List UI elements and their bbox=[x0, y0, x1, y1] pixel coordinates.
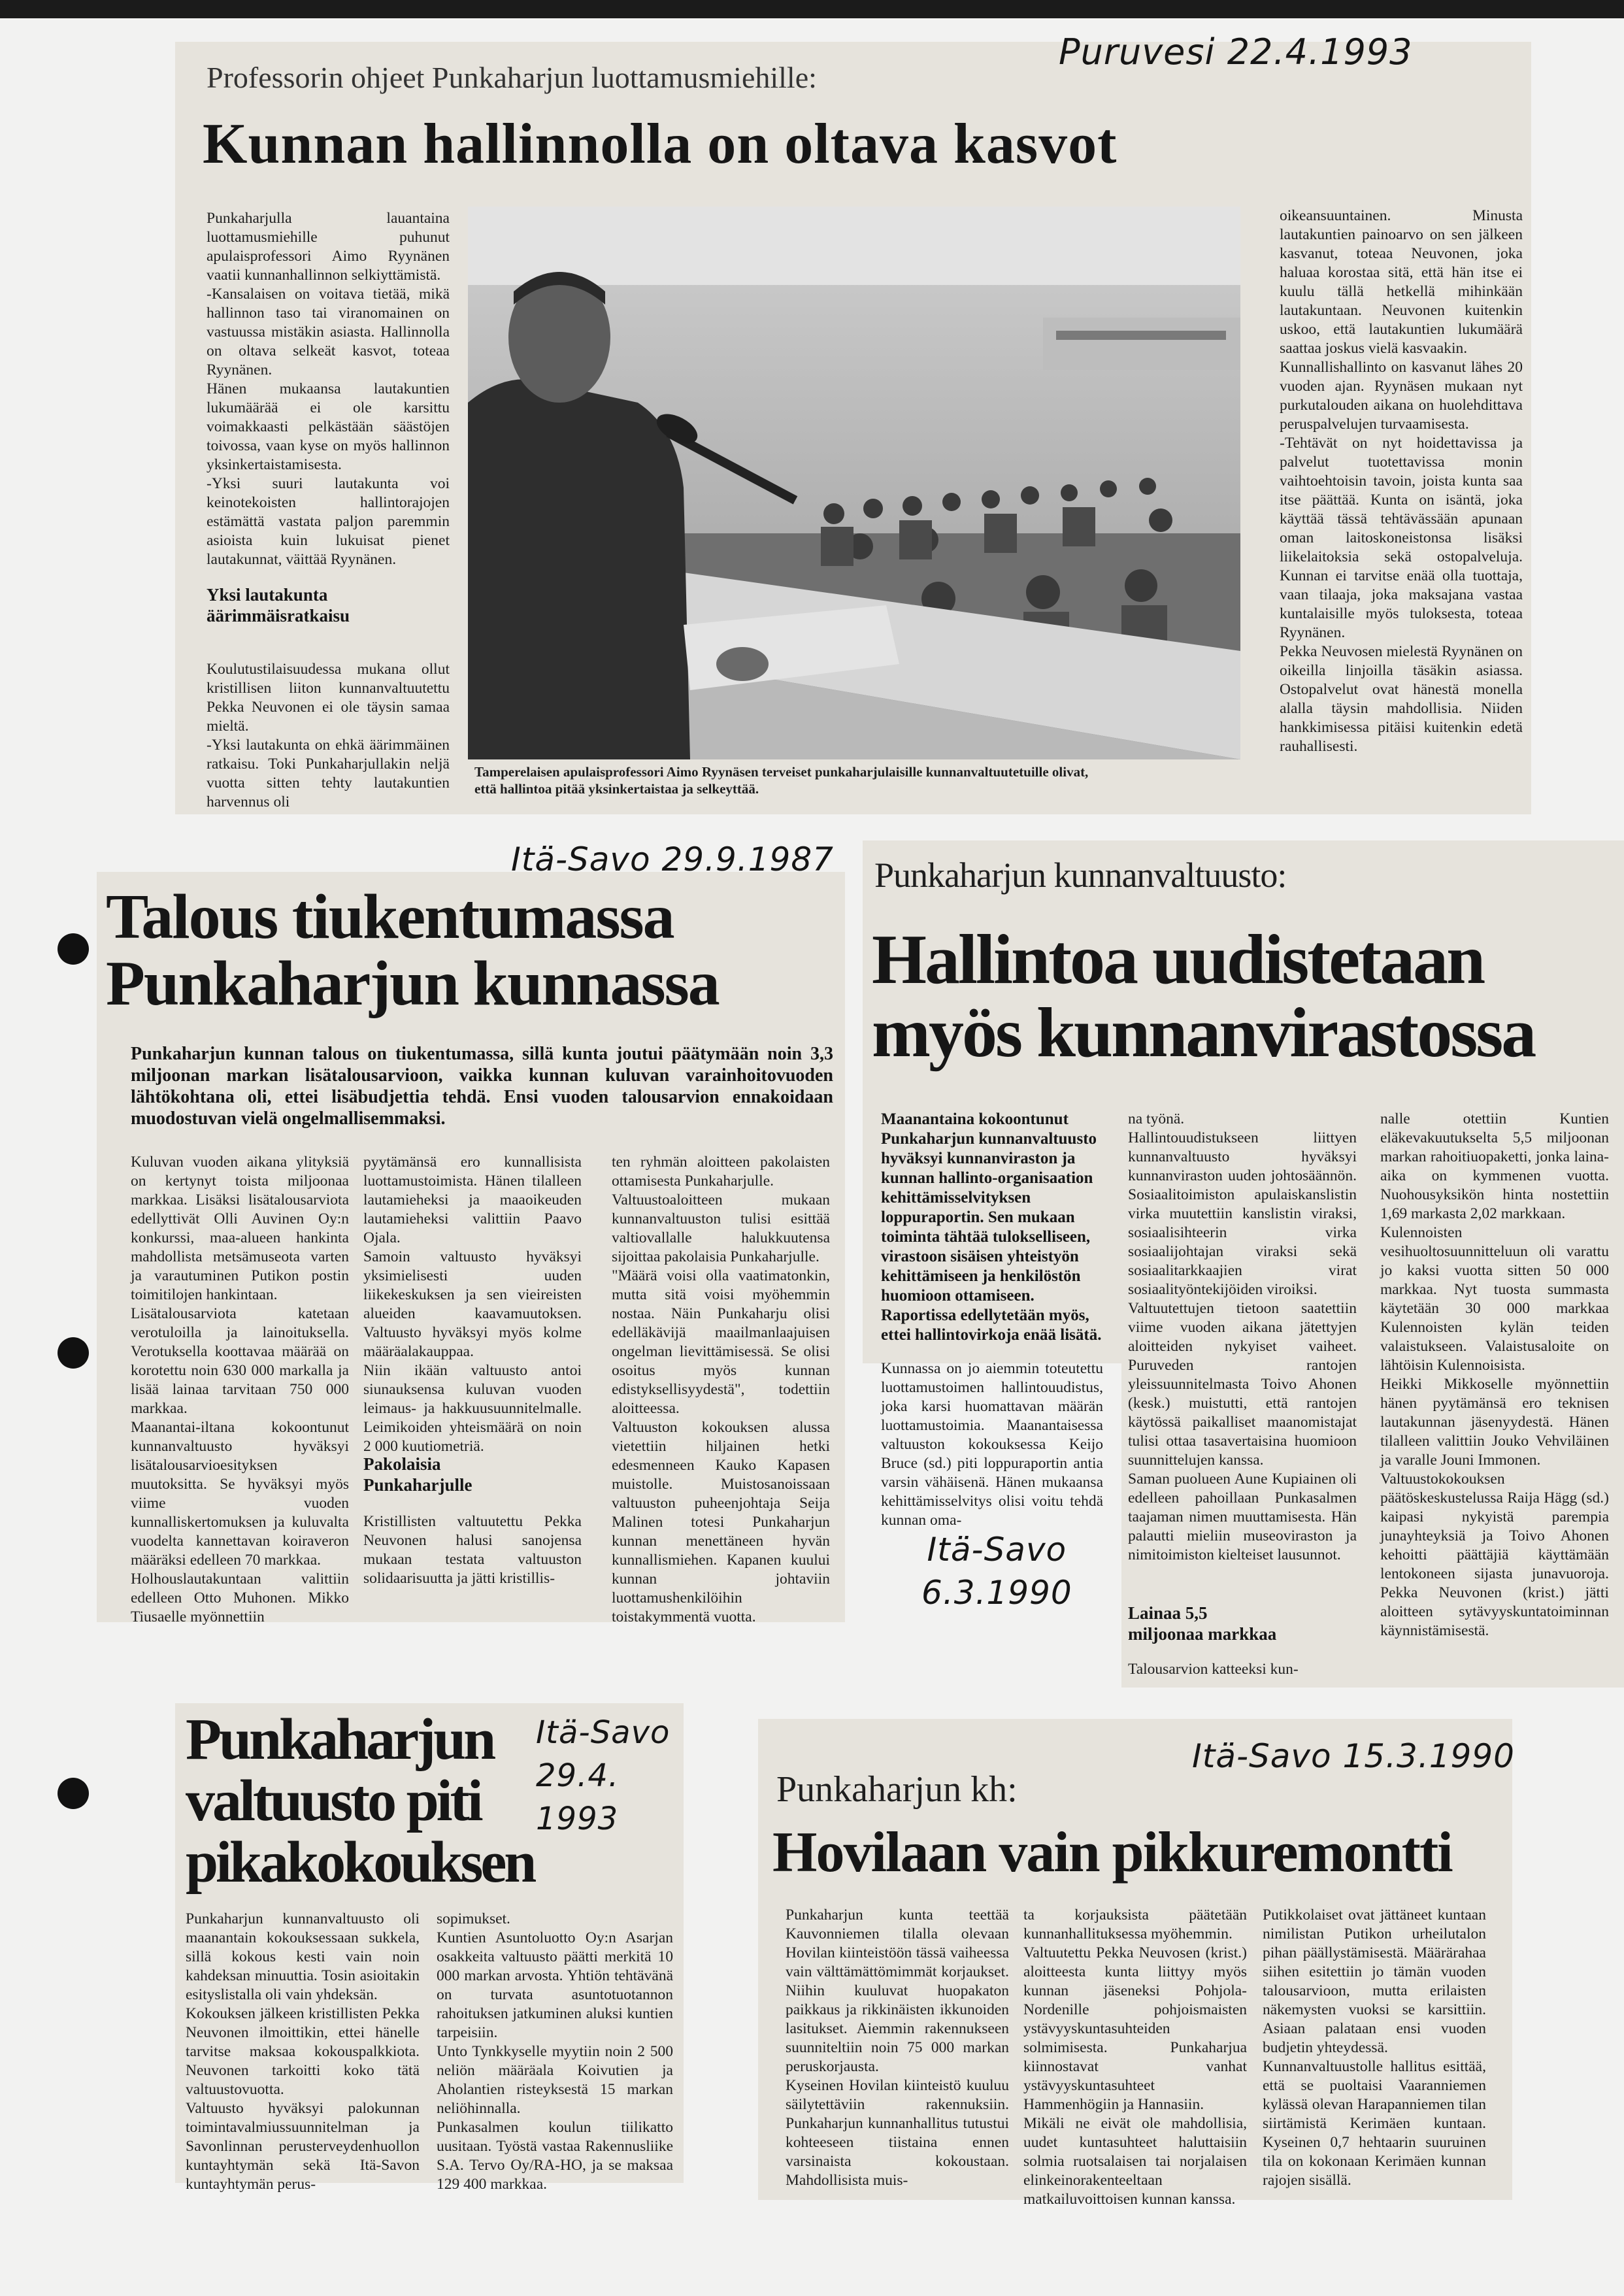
binder-hole bbox=[58, 1337, 89, 1369]
handwritten-source-note: Itä-Savo 15.3.1990 bbox=[1192, 1737, 1515, 1775]
binder-hole bbox=[58, 1778, 89, 1809]
clipping-headline: Punkaharjun kunnassa bbox=[106, 948, 719, 1019]
clipping-headline: Hallintoa uudistetaan bbox=[872, 921, 1484, 999]
clipping-headline: Punkaharjun bbox=[186, 1707, 494, 1772]
clipping-hovilaan-pikkuremontti bbox=[758, 1719, 1512, 2208]
article-column: nalle otettiin Kuntien eläkevakuutukselta 5,5 miljoonan markan rahoitiuopaketti, jonka laina-aika on kymmenen vuotta. Nuohousyksikön hinta nostettiin 1,69 markasta 2,02 markkaan. Kulennoisten vesihuoltosuunnitteluun oli varattu jo kaksi vuotta sitten 50 000 markkaa. Nyt tuosta summasta käytetään 30 000 markkaa Kulennoisten kylän teiden valaistukseen. Valaistusaloite on lähtöisin Kulennoisista. Heikki Mikkoselle myönnettiin hänen pyytämänsä ero teknisen lautakunnan jäsenyydestä. Hänen tilalleen valittiin Jouko Vehviläinen ja varalle Jouni Immonen. Valtuustokokouksen päätöskeskustelussa Raija Hägg (sd.) kaipasi nykyistä parempia junayhteyksiä ja Toivo Ahonen kehoitti päättäjiä käyttämään lentokoneen sijasta junavuoroja. Pekka Neuvonen (krist.) jätti aloitteen sytävyyskuntatoiminnan käynnistämisestä. bbox=[1380, 1110, 1609, 1639]
clipping-headline: Kunnan hallinnolla on oltava kasvot bbox=[203, 112, 1118, 176]
article-column: Punkaharjun kunta teettää Kauvonniemen tilalla olevaan Hovilan kiinteistöön tässä vaiheessa vain välttämättömimmät korjaukset. Niihin kuuluvat huopakaton paikkaus ja rikkinäisten ikkunoiden lasitukset. Aiemmin rakennukseen suunniteltiin noin 75 000 markan peruskorjausta. Kyseinen Hovilan kiinteistö kuuluu säilytettäviin rakennuksiin. Punkaharjun kunnanhallitus tutustui kohteeseen tiistaina ennen varsinaista kokoustaan. Mahdollisista muis- bbox=[786, 1906, 1009, 2189]
clipping-kicker: Punkaharjun kh: bbox=[776, 1769, 1018, 1810]
article-column: Punkaharjulla lauantaina luottamusmiehille puhunut apulaisprofessori Aimo Ryynänen vaatii kunnanhallinnon selkiyttämistä. -Kansalaisen on voitava tietää, mikä hallinnon taso tai viranomainen on vastuussa mistäkin asiasta. Hallinnolla on oltava selkeät kasvot, toteaa Ryynänen. Hänen mukaansa lautakuntien lukumäärää ei ole karsittu voimakkaasti pelkästään säästöjen toivossa, vaan kyse on myös hallinnon yksinkertaistamisesta. -Yksi suuri lautakunta voi keinotekoisten hallintorajojen estämättä vastata paljon paremmin asioista kuin lukuisat pienet lautakunnat, väittää Ryynänen. bbox=[207, 210, 450, 568]
section-heading: Yksi lautakunta äärimmäisratkaisu bbox=[207, 585, 350, 625]
article-column: Kristillisten valtuutettu Pekka Neuvonen halusi sanojensa mukaan testata valtuuston solidaarisuutta ja jätti kristillis- bbox=[363, 1513, 582, 1587]
article-column: ta korjauksista päätetään kunnanhallituksessa myöhemmin. Valtuutettu Pekka Neuvosen (krist.) aloitteesta kunta liittyy myös kunnan jäseneksi Pohjola-Nordenille pohjoismaisten ystävyyskuntasuhteiden solmimisesta. Punkaharjua kiinnostavat vanhat ystävyyskuntasuhteet Hammenhögiin ja Hannasiin. Mikäli ne eivät ole mahdollisia, uudet kuntasuhteet haluttaisiin solmia ruotsalaisen tai norjalaisen elinkeinorakenteeltaan matkailuvoittoisen kunnan kanssa. bbox=[1023, 1906, 1247, 2208]
clipping-headline: myös kunnanvirastossa bbox=[872, 994, 1535, 1072]
handwritten-source-note: Itä-Savo 29.4. 1993 bbox=[536, 1714, 671, 1837]
article-column: Putikkolaiset ovat jättäneet kuntaan nimilistan Putikon urheilutalon pihan päällystämisestä. Määrärahaa siihen esitettiin jo tämän vuoden talousarvioon, mutta erilaisten näkemysten vuoksi se karsittiin. Asiaan palataan ensi vuoden budjetin yhteydessä. Kunnanvaltuustolle hallitus esittää, että se puoltaisi Vaaranniemen kylässä olevan Harapanniemen tilan siirtämistä Kerimäen kuntaan. Kyseinen 0,7 hehtaarin suuruinen tila on kokonaan Kerimäen kunnan rajojen sisällä. bbox=[1263, 1906, 1486, 2189]
clipping-kicker: Professorin ohjeet Punkaharjun luottamusmiehille: bbox=[207, 61, 817, 94]
scrapbook-page bbox=[0, 18, 1624, 2296]
handwritten-source-note: Puruvesi 22.4.1993 bbox=[1059, 31, 1413, 73]
article-column: oikeansuuntainen. Minusta lautakuntien painoarvo on sen jälkeen kasvanut, toteaa Neuvonen, joka haluaa korostaa sitä, että hän itse ei kuulu tällä hetkellä mihinkään lautakuntaan. Neuvonen kuitenkin uskoo, että lautakuntien lukumäärä saattaa joskus vielä kasvaakin. Kunnallishallinto on kasvanut lähes 20 vuoden ajan. Ryynäsen mukaan nyt purkutalouden aikana on huolehdittava peruspalvelujen turvaamisesta. -Tehtävät on nyt hoidettavissa ja palvelut tuotettavissa monin vaihtoehtoisin tavoin, joista kunta saa itse päättää. Kunta on isäntä, joka käyttää tässä tehtävässään apunaan oman laitoskoneistonsa lisäksi liikelaitoksia sekä ostopalveluja. Kunnan ei tarvitse enää olla tuottaja, vaan tilaaja, joka maksajana vastaa kuntalaisille myös tuloksesta, toteaa Ryynänen. Pekka Neuvosen mielestä Ryynänen on oikeilla linjoilla täsäkin asiassa. Ostopalvelut ovat hänestä monella alalla täysin mahdollisia. Niiden hankkimisessa pitäisi kuitenkin edetä rauhallisesti. bbox=[1280, 207, 1523, 755]
article-column: Punkaharjun kunnanvaltuusto oli maanantain kokouksessaan sukkela, sillä kokous kesti vain noin kahdeksan minuuttia. Tosin asioitakin esityslistalla oli vain yhdeksän. Kokouksen jälkeen kristillisten Pekka Neuvonen ilmoittikin, ettei hänelle tarvitse maksaa kokouspalkkiota. Neuvonen tarkoitti koko tätä valtuustovuotta. Valtuusto hyväksyi palokunnan toimintavalmiussuunnitelman ja Savonlinnan perusterveydenhuollon kuntayhtymän sekä Itä-Savon kuntayhtymän perus- bbox=[186, 1910, 420, 2193]
binder-hole bbox=[58, 933, 89, 965]
clipping-headline: Talous tiukentumassa bbox=[106, 882, 674, 952]
article-lead: Maanantaina kokoontunut Punkaharjun kunnanvaltuusto hyväksyi kunnanviraston ja kunnan hallinto-organisaation kehittämisselvityksen loppuraportin. Sen mukaan toiminta tähtää tulokselliseen, virastoon sisäisen yhteistyön kehittämiseen ja henkilöstön huomioon ottamiseen. Raportissa edellytetään myös, ettei hallintovirkoja enää lisätä. bbox=[881, 1110, 1102, 1344]
clipping-kunnan-hallinnolla bbox=[175, 42, 1531, 814]
section-heading: Lainaa 5,5 miljoonaa markkaa bbox=[1128, 1603, 1277, 1644]
clipping-headline: valtuusto piti bbox=[186, 1769, 481, 1833]
article-photo bbox=[468, 207, 1240, 759]
clipping-kicker: Punkaharjun kunnanvaltuusto: bbox=[874, 856, 1287, 895]
section-heading: Pakolaisia Punkaharjulle bbox=[363, 1454, 472, 1495]
handwritten-source-note: Itä-Savo 6.3.1990 bbox=[921, 1531, 1072, 1612]
article-column: pyytämänsä ero kunnallisista luottamustoimista. Hänen tilalleen lautamieheksi ja maaoikeuden lautamieheksi valittiin Paavo Ojala. Samoin valtuusto hyväksyi yksimielisesti uuden liikekeskuksen ja sen vieireisten alueiden kaavamuutoksen. Valtuusto hyväksyi myös kolme määräalakauppaa. Niin ikään valtuusto antoi siunauksensa kuluvan vuoden leimaus- ja hakkuusuunnitelmalle. Leimikoiden yhteismäärä on noin 2 000 kuutiometriä. bbox=[363, 1154, 582, 1455]
meeting-photo-illustration bbox=[468, 207, 1240, 759]
article-column: Talousarvion katteeksi kun- bbox=[1128, 1661, 1299, 1678]
article-column: Kunnassa on jo aiemmin toteutettu luottamustoimen hallintouudistus, joka karsi huomattavan määrän luottamustoimia. Maanantaisessa valtuuston kokouksessa Keijo Bruce (sd.) piti loppuraportin antia varsin vähäisenä. Hänen mukaansa kehittämisselvitys olisi voitu tehdä kunnan oma- bbox=[881, 1360, 1103, 1529]
article-column: ten ryhmän aloitteen pakolaisten ottamisesta Punkaharjulle. Valtuustoaloitteen mukaan kunnanvaltuuston tulisi esittää valtiovallalle halukkuutensa sijoittaa pakolaisia Punkaharjulle. "Määrä voisi olla vaatimatonkin, mutta sitä voisi myöhemmin nostaa. Näin Punkaharju olisi edelläkävijä maailmanlaajuisen ongelman lievittämisessä. Se olisi osoitus myös kunnan edistyksellisyydestä", todettiin aloitteessa. Valtuuston kokouksen alussa vietettiin hiljainen hetki edesmenneen Kauko Kapasen muistolle. Muistosanoissaan valtuuston puheenjohtaja Seija Malinen totesi Punkaharjun kunnan menettäneen hyvän kunnallismiehen. Kapanen kuului kunnan johtaviin luottamushenkilöihin toistakymmentä vuotta. bbox=[612, 1154, 830, 1625]
article-column: sopimukset. Kuntien Asuntoluotto Oy:n Asarjan osakkeita valtuusto päätti merkitä 10 000 markan arvosta. Yhtiön tehtävänä on turvata asuntotuotannon rahoituksen jatkuminen aluksi kuntien tarpeisiin. Unto Tynkkyselle myytiin noin 2 500 neliön määräala Koivutien ja Aholantien risteyksestä 15 markan neliöhinnalla. Punkasalmen koulun tiilikatto uusitaan. Työstä vastaa Rakennusliike S.A. Tervo Oy/RA-HO, ja se maksaa 129 400 markkaa. bbox=[437, 1910, 673, 2193]
article-lead: Punkaharjun kunnan talous on tiukentumassa, sillä kunta joutui päätymään noin 3,3 miljoonan markan lisätalousarvioon, vaikka kunnan kuluvan varainhoitovuoden lähtökohtana oli, ettei lisäbudjettia tehdä. Ensi vuoden talousarvion ennakoidaan muodostuvan vielä ongelmallisemmaksi. bbox=[131, 1044, 833, 1129]
clipping-headline: Hovilaan vain pikkuremontti bbox=[772, 1821, 1452, 1884]
clipping-talous-tiukentumassa bbox=[97, 872, 845, 1625]
article-column: na työnä. Hallintouudistukseen liittyen kunnanvaltuusto hyväksyi kunnanviraston uuden johtosäännön. Sosiaalitoimiston apulaiskanslistin virka muutettiin kanslistin viraksi, sosiaalisihteerin virka sosiaalijohtajan viraksi sekä sosiaalitarkkaajien virat sosiaalityöntekijöiden viroiksi. Valtuutettujen tietoon saatettiin viime vuoden aikana jätettyjen aloitteiden nykyiset vaiheet. Puruveden rantojen yleissuunnitelmasta Toivo Ahonen (kesk.) muistutti, että rantojen käytössä paikalliset maanomistajat tulisi ottaa tasavertaisina huomioon suunnittelujen kanssa. Saman puolueen Aune Kupiainen oli edelleen pahoillaan Punkasalmen taajaman nimen muuttamisesta. Hän palautti mieliin museoviraston ja nimitoimiston kielteiset lausunnot. bbox=[1128, 1110, 1357, 1563]
handwritten-source-note: Itä-Savo 29.9.1987 bbox=[511, 840, 834, 878]
clipping-headline: pikakokouksen bbox=[186, 1830, 535, 1895]
article-column: Koulutustilaisuudessa mukana ollut kristillisen liiton kunnanvaltuutettu Pekka Neuvonen ei ole täysin samaa mieltä. -Yksi lautakunta on ehkä äärimmäinen ratkaisu. Toki Punkaharjullakin neljä vuotta sitten tehty lautakuntien harvennus oli bbox=[207, 661, 450, 810]
article-column: Kuluvan vuoden aikana ylityksiä on kertynyt toista miljoonaa markkaa. Lisäksi lisätalousarviota edellyttivät Olli Auvinen Oy:n konkurssi, maa-alueen hankinta mahdollista metsämuseota varten ja varautuminen Putikon postin toimitilojen hankintaan. Lisätalousarviota katetaan verotuloilla ja lainoituksella. Verotuksella koottavaa määrää on korotettu noin 630 000 markalla ja lisää lainaa tarvitaan 750 000 markkaa. Maanantai-iltana kokoontunut kunnanvaltuusto hyväksyi lisätalousarvioesityksen muutoksitta. Se hyväksyi myös viime vuoden kunnalliskertomuksen ja kuluvalta vuodelta kannettavan koiraveron määräksi edelleen 70 markkaa. Holhouslautakuntaan valittiin edelleen Otto Muhonen. Mikko Tiusaelle myönnettiin bbox=[131, 1154, 349, 1625]
photo-caption: Tamperelaisen apulaisprofessori Aimo Ryynäsen terveiset punkaharjulaisille kunnanvaltuutetuille olivat, että hallintoa pitää yksinkertaistaa ja selkeyttää. bbox=[474, 764, 1089, 797]
